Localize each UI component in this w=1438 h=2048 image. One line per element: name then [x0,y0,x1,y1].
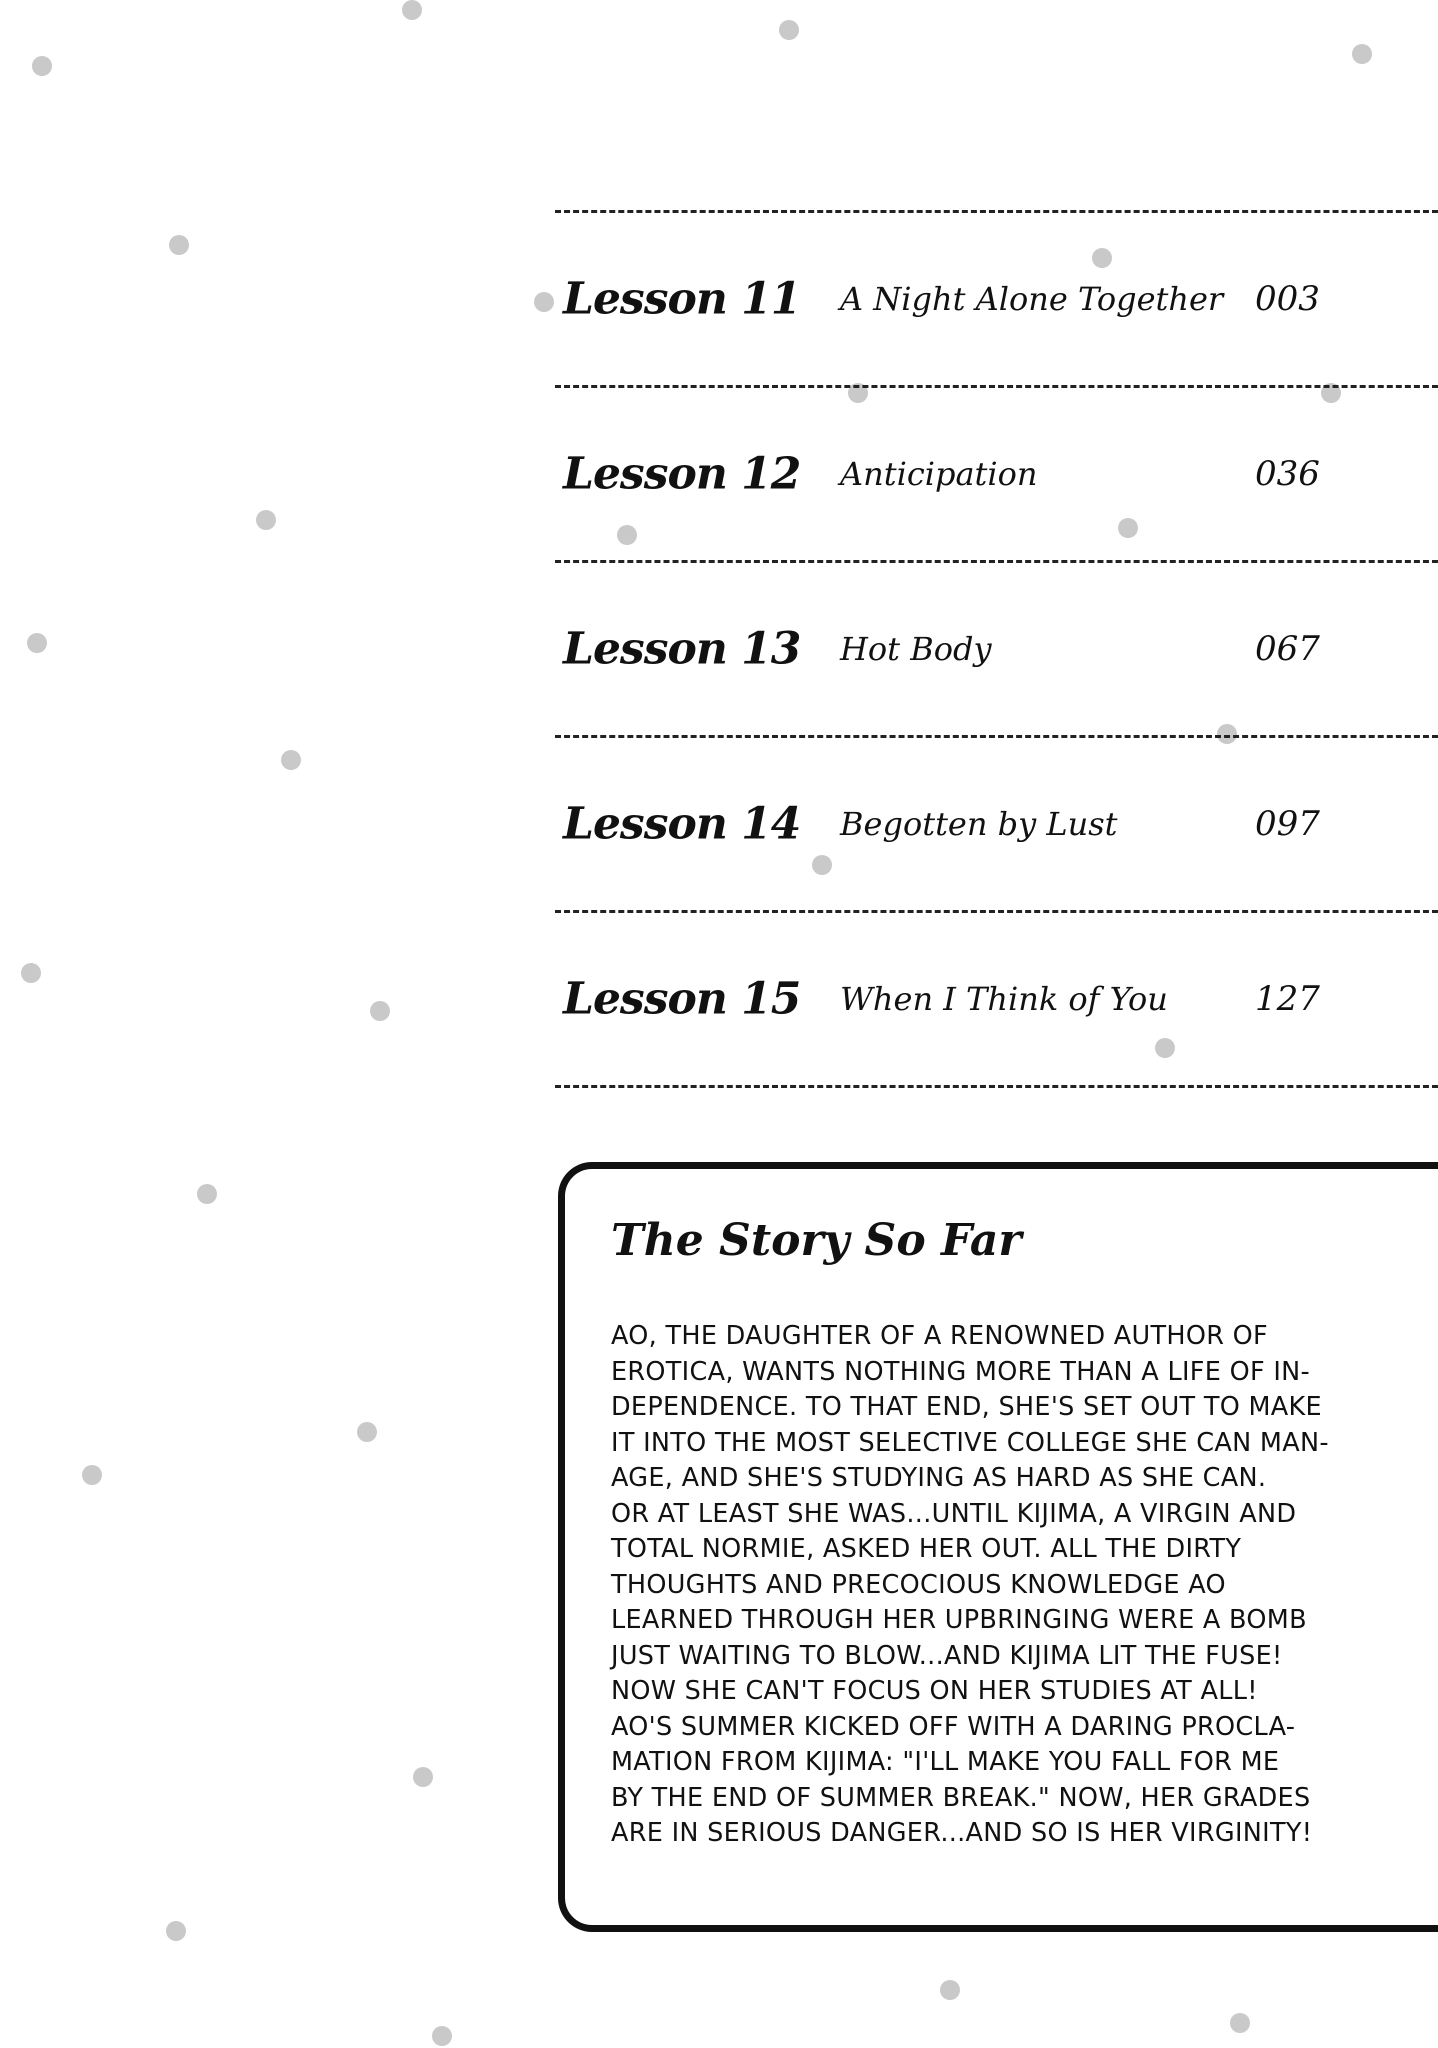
story-line: AGE, AND SHE'S STUDYING AS HARD AS SHE CAN. [611,1463,1267,1493]
lesson-title: A Night Alone Together [840,280,1224,318]
story-line: JUST WAITING TO BLOW...AND KIJIMA LIT THE FUSE! [611,1640,1283,1671]
lesson-number: Lesson 12 [563,448,801,500]
lesson-number: Lesson 11 [563,273,801,325]
story-line: TOTAL NORMIE, ASKED HER OUT. ALL THE DIRTY [611,1534,1242,1564]
story-body [611,1319,1371,1852]
page-number: 036 [1255,454,1320,494]
toc-row[interactable] [555,913,1438,1085]
decorative-dot [779,20,799,40]
decorative-dot [534,292,554,312]
toc-row[interactable] [555,388,1438,560]
lesson-number: Lesson 15 [563,973,801,1025]
lesson-title: Hot Body [840,630,992,668]
page-number: 067 [1255,629,1320,669]
story-line: NOW SHE CAN'T FOCUS ON HER STUDIES AT ALL! [611,1676,1258,1706]
decorative-dot [357,1422,377,1442]
lesson-number: Lesson 13 [563,623,801,675]
decorative-dot [82,1465,102,1485]
decorative-dot [256,510,276,530]
toc-row[interactable] [555,738,1438,910]
decorative-dot [166,1921,186,1941]
story-line: ARE IN SERIOUS DANGER...AND SO IS HER VIRGINITY! [611,1818,1313,1848]
toc-row[interactable] [555,213,1438,385]
decorative-dot [27,633,47,653]
story-line: EROTICA, WANTS NOTHING MORE THAN A LIFE OF IN- [611,1356,1311,1387]
decorative-dot [281,750,301,770]
story-so-far-box [558,1162,1438,1932]
decorative-dot [1230,2013,1250,2033]
lesson-title: When I Think of You [840,980,1168,1018]
page-number: 097 [1255,804,1320,844]
decorative-dot [432,2026,452,2046]
decorative-dot [370,1001,390,1021]
story-line: OR AT LEAST SHE WAS...UNTIL KIJIMA, A VIRGIN AND [611,1498,1297,1529]
decorative-dot [169,235,189,255]
lesson-title: Anticipation [840,455,1038,493]
divider [555,1085,1438,1088]
story-line: MATION FROM KIJIMA: "I'LL MAKE YOU FALL FOR ME [611,1747,1280,1777]
story-title: The Story So Far [611,1215,1022,1266]
page-number: 003 [1255,279,1320,319]
decorative-dot [21,963,41,983]
story-line: LEARNED THROUGH HER UPBRINGING WERE A BOMB [611,1605,1307,1635]
table-of-contents [555,210,1438,1088]
story-line: AO, THE DAUGHTER OF A RENOWNED AUTHOR OF [611,1321,1268,1351]
story-line: DEPENDENCE. TO THAT END, SHE'S SET OUT TO MAKE [611,1392,1322,1422]
story-line: BY THE END OF SUMMER BREAK." NOW, HER GRADES [611,1782,1311,1813]
lesson-title: Begotten by Lust [840,805,1118,843]
page-number: 127 [1255,979,1320,1019]
story-line: AO'S SUMMER KICKED OFF WITH A DARING PROCLA- [611,1711,1296,1742]
lesson-number: Lesson 14 [563,798,801,850]
decorative-dot [940,1980,960,2000]
decorative-dot [413,1767,433,1787]
toc-row[interactable] [555,563,1438,735]
story-line: THOUGHTS AND PRECOCIOUS KNOWLEDGE AO [611,1569,1226,1600]
story-line: IT INTO THE MOST SELECTIVE COLLEGE SHE CAN MAN- [611,1427,1329,1458]
decorative-dot [197,1184,217,1204]
decorative-dot [402,0,422,20]
decorative-dot [32,56,52,76]
decorative-dot [1352,44,1372,64]
